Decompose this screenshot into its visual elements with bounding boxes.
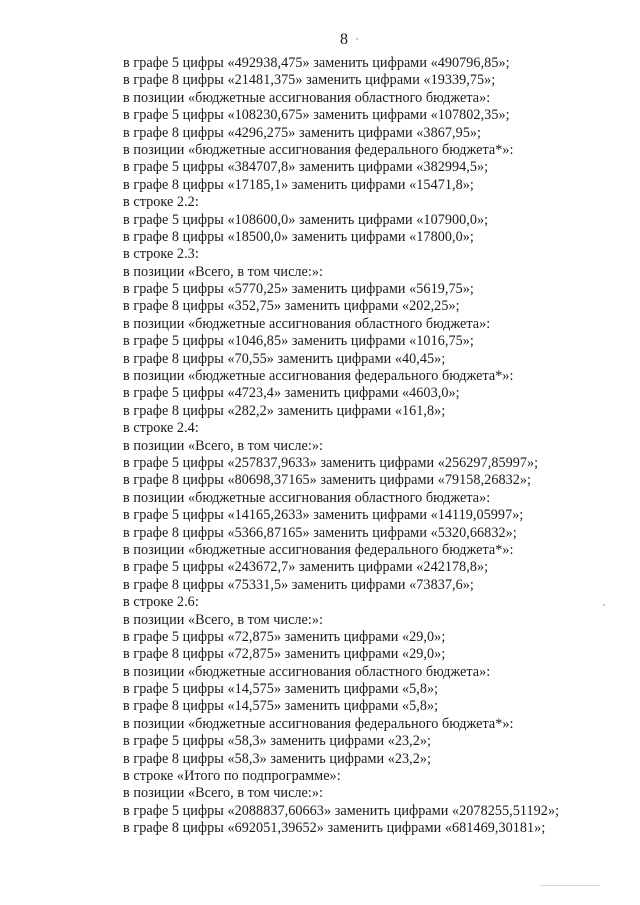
document-line: в позиции «Всего, в том числе:»: bbox=[123, 611, 324, 628]
document-line: в позиции «бюджетные ассигнования областного бюджета»: bbox=[123, 663, 491, 680]
document-line: в графе 8 цифры «72,875» заменить цифрами «29,0»; bbox=[123, 646, 446, 663]
document-body bbox=[123, 55, 603, 838]
document-line: в графе 5 цифры «14,575» заменить цифрами «5,8»; bbox=[123, 681, 439, 698]
document-line: в строке «Итого по подпрограмме»: bbox=[123, 768, 341, 785]
document-line: в графе 5 цифры «108230,675» заменить цифрами «107802,35»; bbox=[123, 107, 510, 124]
document-line: в позиции «бюджетные ассигнования областного бюджета»: bbox=[123, 315, 491, 332]
document-line: в позиции «бюджетные ассигнования федерального бюджета*»: bbox=[123, 141, 514, 158]
document-line: в строке 2.4: bbox=[123, 420, 199, 437]
document-line: в графе 5 цифры «108600,0» заменить цифрами «107900,0»; bbox=[123, 211, 489, 228]
document-line: в графе 5 цифры «58,3» заменить цифрами «23,2»; bbox=[123, 733, 432, 750]
document-line: в графе 5 цифры «2088837,60663» заменить цифрами «2078255,51192»; bbox=[123, 802, 560, 819]
document-line: в графе 5 цифры «72,875» заменить цифрами «29,0»; bbox=[123, 628, 446, 645]
document-line: в строке 2.3: bbox=[123, 246, 199, 263]
document-line: в графе 5 цифры «5770,25» заменить цифрами «5619,75»; bbox=[123, 281, 474, 298]
document-line: в графе 5 цифры «257837,9633» заменить цифрами «256297,85997»; bbox=[123, 454, 539, 471]
document-line: в позиции «бюджетные ассигнования федерального бюджета*»: bbox=[123, 541, 514, 558]
document-line: в графе 5 цифры «384707,8» заменить цифрами «382994,5»; bbox=[123, 159, 489, 176]
document-line: в графе 8 цифры «14,575» заменить цифрами «5,8»; bbox=[123, 698, 439, 715]
document-line: в строке 2.2: bbox=[123, 194, 199, 211]
document-line: в позиции «Всего, в том числе:»: bbox=[123, 437, 324, 454]
document-line: в позиции «бюджетные ассигнования областного бюджета»: bbox=[123, 89, 491, 106]
document-line: в графе 8 цифры «692051,39652» заменить цифрами «681469,30181»; bbox=[123, 820, 546, 837]
document-line: в позиции «Всего, в том числе:»: bbox=[123, 785, 324, 802]
document-line: в графе 5 цифры «1046,85» заменить цифрами «1016,75»; bbox=[123, 333, 474, 350]
document-line: в графе 8 цифры «75331,5» заменить цифрами «73837,6»; bbox=[123, 576, 474, 593]
document-line: в графе 8 цифры «4296,275» заменить цифрами «3867,95»; bbox=[123, 124, 482, 141]
document-line: в графе 8 цифры «352,75» заменить цифрами «202,25»; bbox=[123, 298, 460, 315]
document-line: в графе 8 цифры «80698,37165» заменить цифрами «79158,26832»; bbox=[123, 472, 532, 489]
document-line: в позиции «бюджетные ассигнования федерального бюджета*»: bbox=[123, 715, 514, 732]
document-line: в графе 8 цифры «18500,0» заменить цифрами «17800,0»; bbox=[123, 228, 474, 245]
document-line: в графе 5 цифры «4723,4» заменить цифрами «4603,0»; bbox=[123, 385, 460, 402]
document-line: в позиции «Всего, в том числе:»: bbox=[123, 263, 324, 280]
scan-speck bbox=[356, 38, 358, 40]
document-line: в графе 8 цифры «5366,87165» заменить цифрами «5320,66832»; bbox=[123, 524, 517, 541]
document-line: в графе 8 цифры «282,2» заменить цифрами «161,8»; bbox=[123, 402, 446, 419]
document-line: в графе 5 цифры «14165,2633» заменить цифрами «14119,05997»; bbox=[123, 507, 524, 524]
document-line: в графе 8 цифры «17185,1» заменить цифрами «15471,8»; bbox=[123, 176, 474, 193]
scan-edge-mark bbox=[540, 885, 600, 886]
document-line: в графе 5 цифры «492938,475» заменить цифрами «490796,85»; bbox=[123, 55, 510, 71]
document-line: в позиции «бюджетные ассигнования федерального бюджета*»: bbox=[123, 368, 514, 385]
document-line: в строке 2.6: bbox=[123, 594, 199, 611]
document-line: в графе 8 цифры «58,3» заменить цифрами «23,2»; bbox=[123, 750, 432, 767]
document-line: в графе 5 цифры «243672,7» заменить цифрами «242178,8»; bbox=[123, 559, 489, 576]
document-line: в позиции «бюджетные ассигнования областного бюджета»: bbox=[123, 489, 491, 506]
page-number: 8 bbox=[340, 31, 348, 48]
document-line: в графе 8 цифры «70,55» заменить цифрами «40,45»; bbox=[123, 350, 446, 367]
scan-speck bbox=[603, 604, 605, 606]
document-line: в графе 8 цифры «21481,375» заменить цифрами «19339,75»; bbox=[123, 72, 496, 89]
